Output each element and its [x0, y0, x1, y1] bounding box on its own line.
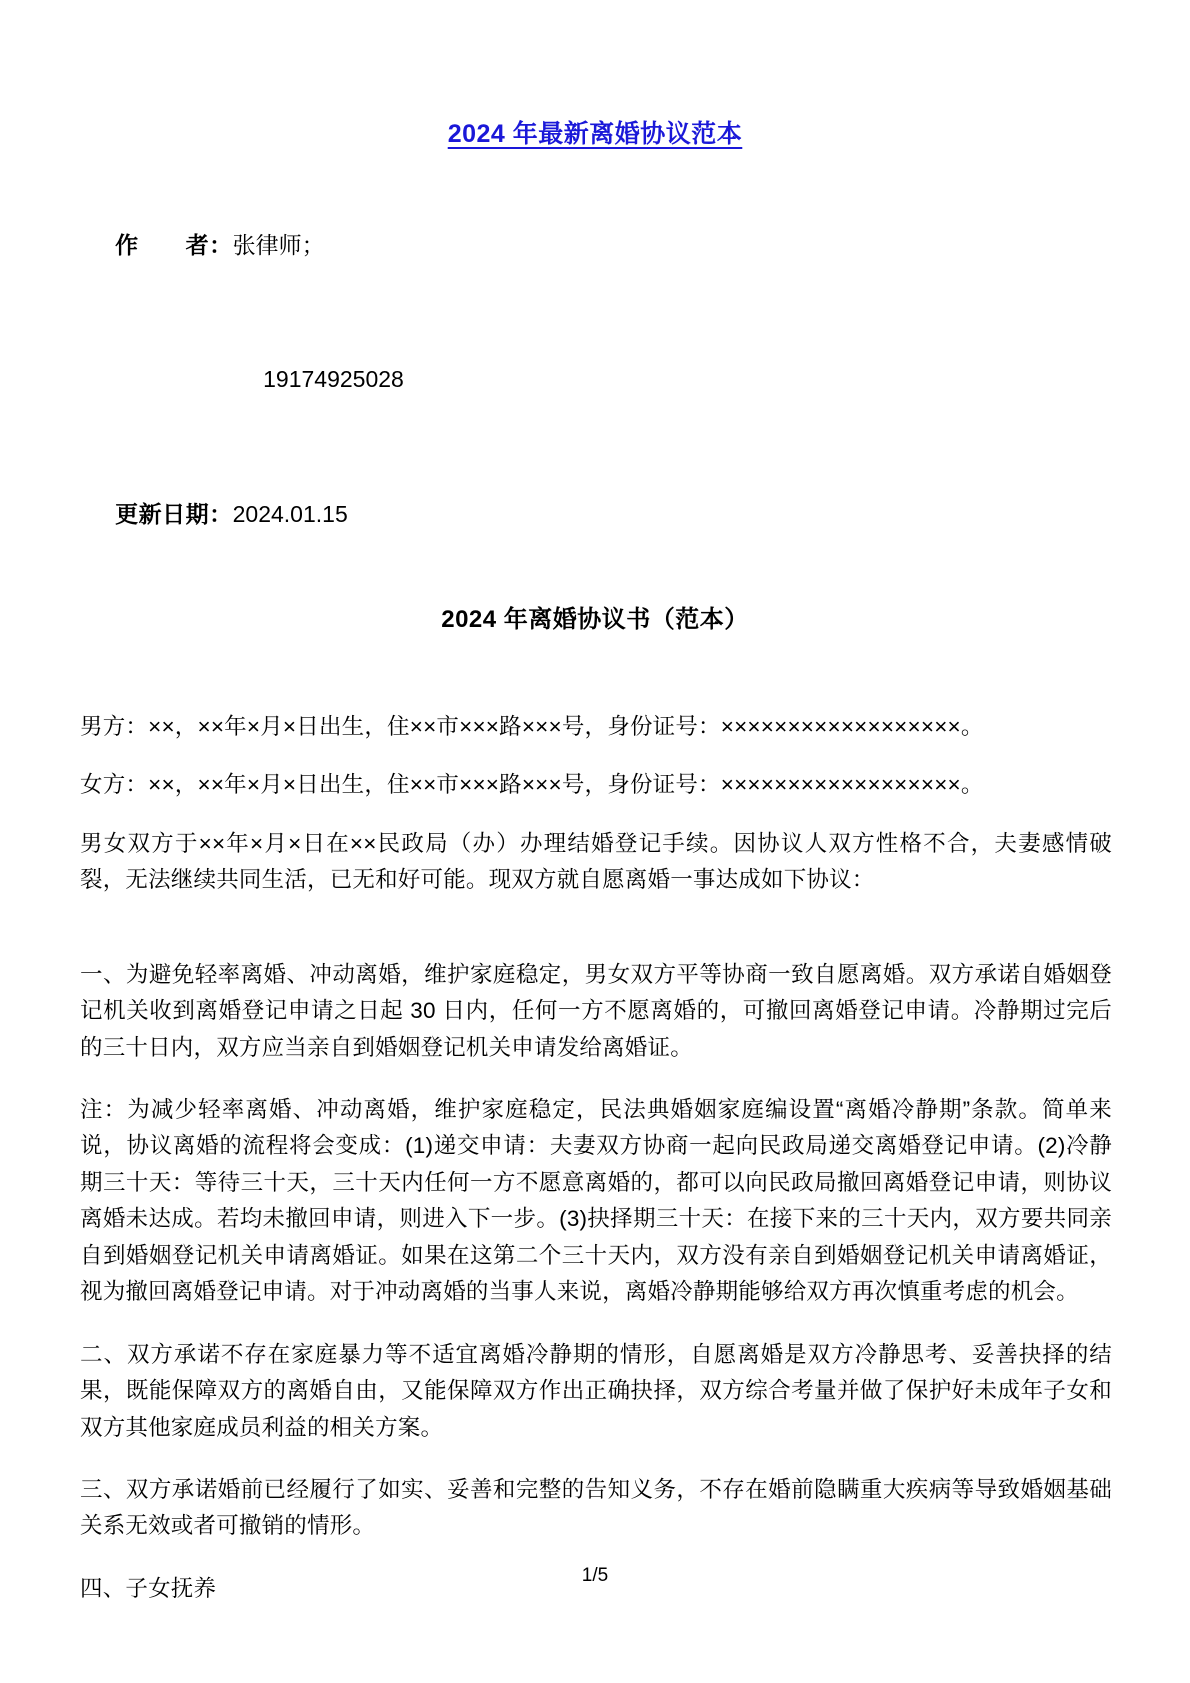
paragraph-marriage-registration: 男女双方于××年×月×日在××民政局（办）办理结婚登记手续。因协议人双方性格不合，夫妻感情破裂，无法继续共同生活，已无和好可能。现双方就自愿离婚一事达成如下协议：: [80, 830, 1112, 893]
document-body: [62, 709, 1128, 1607]
document-subtitle: 2024 年离婚协议书（范本）: [441, 606, 749, 634]
update-date-separator: ：: [209, 500, 233, 527]
author-value: 张律师；: [232, 231, 325, 258]
paragraph-note: 注：为减少轻率离婚、冲动离婚，维护家庭稳定，民法典婚姻家庭编设置“离婚冷静期”条款。简单来说，协议离婚的流程将会变成：(1)递交申请：夫妻双方协商一起向民政局递交离婚登记申请。(2)冷静期三十天：等待三十天，三十天内任何一方不愿意离婚的，都可以向民政局撤回离婚登记申请，则协议离婚未达成。若均未撤回申请，则进入下一步。(3)抉择期三十天：在接下来的三十天内，双方要共同亲自到婚姻登记机关申请离婚证。如果在这第二个三十天内，双方没有亲自到婚姻登记机关申请离婚证，视为撤回离婚登记申请。对于冲动离婚的当事人来说，离婚冷静期能够给双方再次慎重考虑的机会。: [80, 1097, 1112, 1305]
paragraph-article-two: 二、双方承诺不存在家庭暴力等不适宜离婚冷静期的情形，自愿离婚是双方冷静思考、妥善抉择的结果，既能保障双方的离婚自由，又能保障双方作出正确抉择，双方综合考量并做了保护好未成年子女和双方其他家庭成员利益的相关方案。: [80, 1341, 1112, 1440]
document-meta: [62, 178, 1128, 582]
page-number: 1/5: [581, 1565, 609, 1586]
update-date-row: [64, 447, 1128, 582]
paragraph-husband-info: 男方：××，××年×月×日出生，住××市×××路×××号，身份证号：××××××××××××××××××。: [80, 713, 984, 739]
paragraph-article-four: 四、子女抚养: [80, 1575, 217, 1601]
paragraph-article-three: 三、双方承诺婚前已经履行了如实、妥善和完整的告知义务，不存在婚前隐瞒重大疾病等导致婚姻基础关系无效或者可撤销的情形。: [80, 1476, 1112, 1539]
page-title: 2024 年最新离婚协议范本: [447, 120, 743, 148]
author-label: 作 者: [115, 231, 210, 258]
author-phone-row: [64, 312, 1128, 447]
paragraph-article-one: 一、为避免轻率离婚、冲动离婚，维护家庭稳定，男女双方平等协商一致自愿离婚。双方承诺自婚姻登记机关收到离婚登记申请之日起 30 日内，任何一方不愿离婚的，可撤回离婚登记申请。冷静期过完后的三十日内，双方应当亲自到婚姻登记机关申请发给离婚证。: [80, 961, 1112, 1060]
author-row: [64, 178, 1128, 313]
author-separator: ：: [209, 231, 233, 258]
update-date-value: 2024.01.15: [232, 500, 348, 527]
paragraph-wife-info: 女方：××，××年×月×日出生，住××市×××路×××号，身份证号：××××××××××××××××××。: [80, 772, 984, 798]
author-phone: 19174925028: [263, 366, 404, 393]
update-date-label: 更新日期: [115, 500, 210, 527]
